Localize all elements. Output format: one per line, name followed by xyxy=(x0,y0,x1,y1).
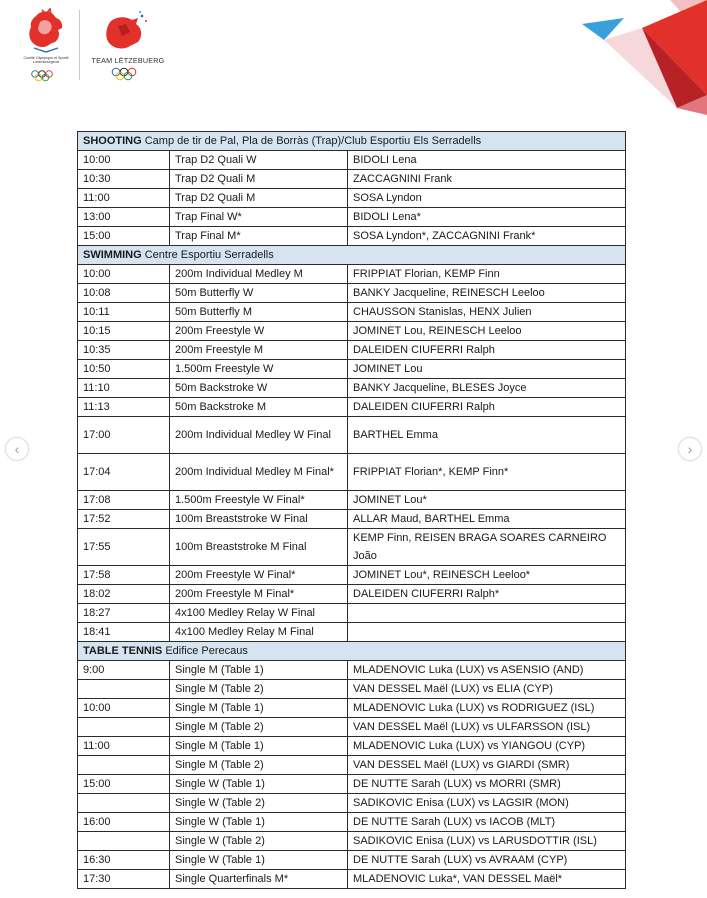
athletes-cell: DE NUTTE Sarah (LUX) vs AVRAAM (CYP) xyxy=(348,851,626,870)
schedule-table xyxy=(77,131,626,889)
athletes-cell xyxy=(348,604,626,623)
time-cell: 17:55 xyxy=(78,529,170,566)
athletes-cell: ZACCAGNINI Frank xyxy=(348,170,626,189)
table-row xyxy=(78,208,626,227)
time-cell: 15:00 xyxy=(78,227,170,246)
section-header-table-tennis xyxy=(78,642,626,661)
event-cell: Single W (Table 2) xyxy=(170,832,348,851)
table-row xyxy=(78,151,626,170)
section-name: SWIMMING xyxy=(83,249,142,261)
time-cell: 10:00 xyxy=(78,699,170,718)
section-header-shooting xyxy=(78,132,626,151)
time-cell: 18:02 xyxy=(78,585,170,604)
time-cell: 10:00 xyxy=(78,265,170,284)
time-cell: 17:04 xyxy=(78,454,170,491)
table-row xyxy=(78,510,626,529)
event-cell: Trap Final W* xyxy=(170,208,348,227)
table-row xyxy=(78,417,626,454)
athletes-cell: JOMINET Lou xyxy=(348,360,626,379)
event-cell: 200m Individual Medley M Final* xyxy=(170,454,348,491)
section-name: TABLE TENNIS xyxy=(83,645,163,657)
time-cell: 11:00 xyxy=(78,737,170,756)
athletes-cell: DALEIDEN CIUFERRI Ralph xyxy=(348,341,626,360)
event-cell: Single W (Table 1) xyxy=(170,775,348,794)
table-row xyxy=(78,379,626,398)
table-row xyxy=(78,566,626,585)
time-cell: 16:00 xyxy=(78,813,170,832)
time-cell: 15:00 xyxy=(78,775,170,794)
time-cell: 17:52 xyxy=(78,510,170,529)
next-slide-button[interactable] xyxy=(678,437,702,461)
table-row xyxy=(78,623,626,642)
athletes-cell: DE NUTTE Sarah (LUX) vs MORRI (SMR) xyxy=(348,775,626,794)
athletes-cell: JOMINET Lou*, REINESCH Leeloo* xyxy=(348,566,626,585)
table-row xyxy=(78,585,626,604)
athletes-cell: MLADENOVIC Luka (LUX) vs RODRIGUEZ (ISL) xyxy=(348,699,626,718)
event-cell: 100m Breaststroke W Final xyxy=(170,510,348,529)
athletes-cell: SADIKOVIC Enisa (LUX) vs LARUSDOTTIR (ISL) xyxy=(348,832,626,851)
event-cell: 100m Breaststroke M Final xyxy=(170,529,348,566)
event-cell: 200m Freestyle M Final* xyxy=(170,585,348,604)
event-cell: Single M (Table 2) xyxy=(170,756,348,775)
athletes-cell: BANKY Jacqueline, BLESES Joyce xyxy=(348,379,626,398)
time-cell: 17:30 xyxy=(78,870,170,889)
time-cell: 11:10 xyxy=(78,379,170,398)
event-cell: 50m Backstroke W xyxy=(170,379,348,398)
athletes-cell: BANKY Jacqueline, REINESCH Leeloo xyxy=(348,284,626,303)
event-cell: 1.500m Freestyle W Final* xyxy=(170,491,348,510)
time-cell: 17:08 xyxy=(78,491,170,510)
table-row xyxy=(78,832,626,851)
event-cell: Trap D2 Quali M xyxy=(170,189,348,208)
athletes-cell: SOSA Lyndon*, ZACCAGNINI Frank* xyxy=(348,227,626,246)
athletes-cell: DALEIDEN CIUFERRI Ralph xyxy=(348,398,626,417)
time-cell xyxy=(78,718,170,737)
event-cell: 50m Backstroke M xyxy=(170,398,348,417)
athletes-cell: DE NUTTE Sarah (LUX) vs IACOB (MLT) xyxy=(348,813,626,832)
logo-divider xyxy=(79,10,80,80)
time-cell xyxy=(78,794,170,813)
athletes-cell: BARTHEL Emma xyxy=(348,417,626,454)
table-row xyxy=(78,227,626,246)
section-header-swimming xyxy=(78,246,626,265)
coe-caption: Comité Olympique et Sportif Luxembourgeois xyxy=(23,56,69,65)
time-cell: 10:08 xyxy=(78,284,170,303)
page-header xyxy=(0,0,707,110)
table-row xyxy=(78,737,626,756)
table-row xyxy=(78,398,626,417)
previous-slide-button[interactable] xyxy=(5,437,29,461)
event-cell: Trap Final M* xyxy=(170,227,348,246)
decorative-corner-graphic xyxy=(582,0,707,115)
event-cell: Single M (Table 2) xyxy=(170,718,348,737)
athletes-cell: FRIPPIAT Florian, KEMP Finn xyxy=(348,265,626,284)
table-row xyxy=(78,851,626,870)
athletes-cell: SADIKOVIC Enisa (LUX) vs LAGSIR (MON) xyxy=(348,794,626,813)
table-row xyxy=(78,680,626,699)
table-row xyxy=(78,341,626,360)
table-row xyxy=(78,718,626,737)
table-row xyxy=(78,756,626,775)
event-cell: Trap D2 Quali W xyxy=(170,151,348,170)
time-cell: 16:30 xyxy=(78,851,170,870)
time-cell: 13:00 xyxy=(78,208,170,227)
table-row xyxy=(78,189,626,208)
event-cell: Single M (Table 2) xyxy=(170,680,348,699)
athletes-cell: BIDOLI Lena xyxy=(348,151,626,170)
table-row xyxy=(78,303,626,322)
time-cell xyxy=(78,756,170,775)
athletes-cell: SOSA Lyndon xyxy=(348,189,626,208)
event-cell: 200m Freestyle W Final* xyxy=(170,566,348,585)
table-row xyxy=(78,265,626,284)
table-row xyxy=(78,775,626,794)
chevron-left-icon: ‹ xyxy=(14,441,20,457)
table-row xyxy=(78,870,626,889)
table-row xyxy=(78,604,626,623)
time-cell: 9:00 xyxy=(78,661,170,680)
event-cell: 50m Butterfly M xyxy=(170,303,348,322)
chevron-right-icon: › xyxy=(687,441,693,457)
table-row xyxy=(78,360,626,379)
time-cell: 11:13 xyxy=(78,398,170,417)
time-cell xyxy=(78,680,170,699)
table-row xyxy=(78,529,626,566)
event-cell: Single M (Table 1) xyxy=(170,661,348,680)
event-cell: 200m Individual Medley W Final xyxy=(170,417,348,454)
team-caption: TEAM LËTZEBUERG xyxy=(91,56,165,65)
event-cell: Single M (Table 1) xyxy=(170,699,348,718)
athletes-cell: DALEIDEN CIUFERRI Ralph* xyxy=(348,585,626,604)
event-cell: 200m Freestyle W xyxy=(170,322,348,341)
athletes-cell: ALLAR Maud, BARTHEL Emma xyxy=(348,510,626,529)
athletes-cell: MLADENOVIC Luka (LUX) vs ASENSIO (AND) xyxy=(348,661,626,680)
table-row xyxy=(78,491,626,510)
athletes-cell: KEMP Finn, REISEN BRAGA SOARES CARNEIRO João xyxy=(348,529,626,566)
athletes-cell: VAN DESSEL Maël (LUX) vs GIARDI (SMR) xyxy=(348,756,626,775)
time-cell: 18:27 xyxy=(78,604,170,623)
event-cell: Single W (Table 2) xyxy=(170,794,348,813)
event-cell: Single W (Table 1) xyxy=(170,851,348,870)
time-cell: 10:00 xyxy=(78,151,170,170)
coe-lion-logo xyxy=(22,8,70,84)
athletes-cell: JOMINET Lou* xyxy=(348,491,626,510)
table-row xyxy=(78,813,626,832)
table-row xyxy=(78,794,626,813)
athletes-cell: MLADENOVIC Luka*, VAN DESSEL Maël* xyxy=(348,870,626,889)
time-cell xyxy=(78,832,170,851)
event-cell: 200m Individual Medley M xyxy=(170,265,348,284)
table-row xyxy=(78,661,626,680)
time-cell: 18:41 xyxy=(78,623,170,642)
time-cell: 10:50 xyxy=(78,360,170,379)
time-cell: 11:00 xyxy=(78,189,170,208)
event-cell: 200m Freestyle M xyxy=(170,341,348,360)
event-cell: Single M (Table 1) xyxy=(170,737,348,756)
table-row xyxy=(78,454,626,491)
athletes-cell: BIDOLI Lena* xyxy=(348,208,626,227)
athletes-cell: VAN DESSEL Maël (LUX) vs ULFARSSON (ISL) xyxy=(348,718,626,737)
athletes-cell: CHAUSSON Stanislas, HENX Julien xyxy=(348,303,626,322)
event-cell: 1.500m Freestyle W xyxy=(170,360,348,379)
athletes-cell: FRIPPIAT Florian*, KEMP Finn* xyxy=(348,454,626,491)
table-row xyxy=(78,322,626,341)
event-cell: 4x100 Medley Relay M Final xyxy=(170,623,348,642)
athletes-cell xyxy=(348,623,626,642)
athletes-cell: MLADENOVIC Luka (LUX) vs YIANGOU (CYP) xyxy=(348,737,626,756)
time-cell: 10:35 xyxy=(78,341,170,360)
section-venue: Edifice Perecaus xyxy=(165,645,248,657)
time-cell: 10:30 xyxy=(78,170,170,189)
section-venue: Camp de tir de Pal, Pla de Borràs (Trap)/Club Esportiu Els Serradells xyxy=(144,135,482,147)
table-row xyxy=(78,699,626,718)
time-cell: 10:11 xyxy=(78,303,170,322)
time-cell: 17:00 xyxy=(78,417,170,454)
table-row xyxy=(78,170,626,189)
table-row xyxy=(78,284,626,303)
event-cell: 50m Butterfly W xyxy=(170,284,348,303)
section-name: SHOOTING xyxy=(83,135,142,147)
athletes-cell: JOMINET Lou, REINESCH Leeloo xyxy=(348,322,626,341)
athletes-cell: VAN DESSEL Maël (LUX) vs ELIA (CYP) xyxy=(348,680,626,699)
team-letzebuerg-logo xyxy=(90,8,166,84)
time-cell: 10:15 xyxy=(78,322,170,341)
event-cell: 4x100 Medley Relay W Final xyxy=(170,604,348,623)
event-cell: Single W (Table 1) xyxy=(170,813,348,832)
event-cell: Trap D2 Quali M xyxy=(170,170,348,189)
event-cell: Single Quarterfinals M* xyxy=(170,870,348,889)
section-venue: Centre Esportiu Serradells xyxy=(144,249,274,261)
time-cell: 17:58 xyxy=(78,566,170,585)
